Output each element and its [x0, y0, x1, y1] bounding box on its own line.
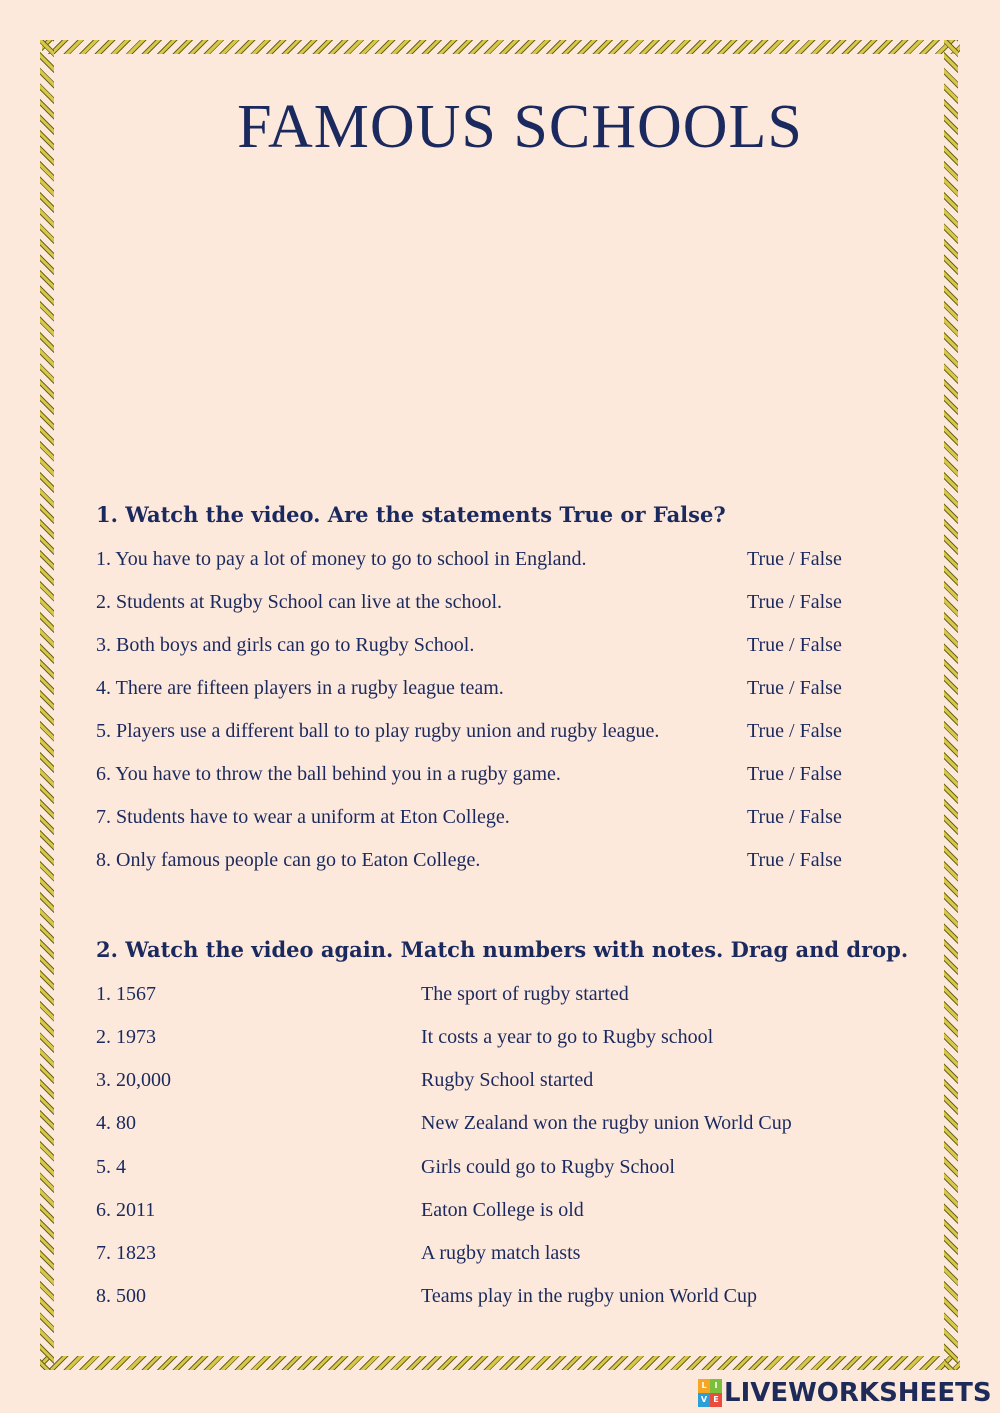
logo-letter-e: E	[710, 1393, 722, 1407]
pencil-border-bottom	[42, 1356, 960, 1370]
liveworksheets-logo[interactable]	[698, 1378, 992, 1408]
tf-row	[96, 763, 842, 789]
tf-row	[96, 720, 842, 746]
match-number: 4. 80	[96, 1112, 136, 1134]
liveworksheets-logo-text: LIVEWORKSHEETS	[724, 1378, 992, 1408]
match-row	[96, 1242, 581, 1268]
tf-answer[interactable]: True / False	[747, 849, 842, 871]
section1-heading: 1. Watch the video. Are the statements True or False?	[96, 502, 726, 527]
tf-answer[interactable]: True / False	[747, 634, 842, 656]
liveworksheets-logo-icon	[698, 1379, 722, 1407]
tf-statement: 5. Players use a different ball to to play rugby union and rugby league.	[96, 720, 660, 742]
match-note[interactable]: Teams play in the rugby union World Cup	[421, 1285, 758, 1307]
tf-row	[96, 634, 842, 660]
match-note[interactable]: It costs a year to go to Rugby school	[421, 1026, 714, 1048]
match-number: 1. 1567	[96, 983, 156, 1005]
match-number: 8. 500	[96, 1285, 146, 1307]
pencil-border-left	[40, 40, 54, 1370]
tf-row	[96, 806, 842, 832]
tf-row	[96, 591, 842, 617]
pencil-border-right	[944, 40, 958, 1370]
tf-answer[interactable]: True / False	[747, 806, 842, 828]
match-row	[96, 1026, 714, 1052]
tf-statement: 4. There are fifteen players in a rugby league team.	[96, 677, 504, 699]
pencil-border-top	[42, 40, 960, 54]
logo-letter-l: L	[698, 1379, 710, 1393]
tf-answer[interactable]: True / False	[747, 548, 842, 570]
tf-statement: 6. You have to throw the ball behind you in a rugby game.	[96, 763, 561, 785]
tf-statement: 3. Both boys and girls can go to Rugby School.	[96, 634, 475, 656]
match-number: 7. 1823	[96, 1242, 156, 1264]
match-row	[96, 1069, 594, 1095]
match-row	[96, 1199, 584, 1225]
tf-statement: 1. You have to pay a lot of money to go to school in England.	[96, 548, 587, 570]
logo-letter-v: V	[698, 1393, 710, 1407]
match-row	[96, 1156, 675, 1182]
tf-row	[96, 849, 842, 875]
page-title: FAMOUS SCHOOLS	[237, 93, 803, 161]
match-number: 5. 4	[96, 1156, 126, 1178]
match-note[interactable]: The sport of rugby started	[421, 983, 629, 1005]
match-row	[96, 1285, 758, 1311]
section2-heading: 2. Watch the video again. Match numbers with notes. Drag and drop.	[96, 937, 909, 962]
tf-answer[interactable]: True / False	[747, 677, 842, 699]
tf-statement: 2. Students at Rugby School can live at the school.	[96, 591, 503, 613]
match-row	[96, 983, 629, 1009]
match-number: 3. 20,000	[96, 1069, 171, 1091]
tf-answer[interactable]: True / False	[747, 591, 842, 613]
match-note[interactable]: Eaton College is old	[421, 1199, 584, 1221]
tf-statement: 8. Only famous people can go to Eaton College.	[96, 849, 481, 871]
tf-answer[interactable]: True / False	[747, 720, 842, 742]
tf-answer[interactable]: True / False	[747, 763, 842, 785]
logo-letter-i: I	[710, 1379, 722, 1393]
match-number: 2. 1973	[96, 1026, 156, 1048]
match-note[interactable]: Rugby School started	[421, 1069, 594, 1091]
match-note[interactable]: Girls could go to Rugby School	[421, 1156, 675, 1178]
match-row	[96, 1112, 792, 1138]
tf-row	[96, 548, 842, 574]
match-note[interactable]: A rugby match lasts	[421, 1242, 581, 1264]
match-number: 6. 2011	[96, 1199, 156, 1221]
tf-statement: 7. Students have to wear a uniform at Eton College.	[96, 806, 510, 828]
tf-row	[96, 677, 842, 703]
match-note[interactable]: New Zealand won the rugby union World Cup	[421, 1112, 792, 1134]
